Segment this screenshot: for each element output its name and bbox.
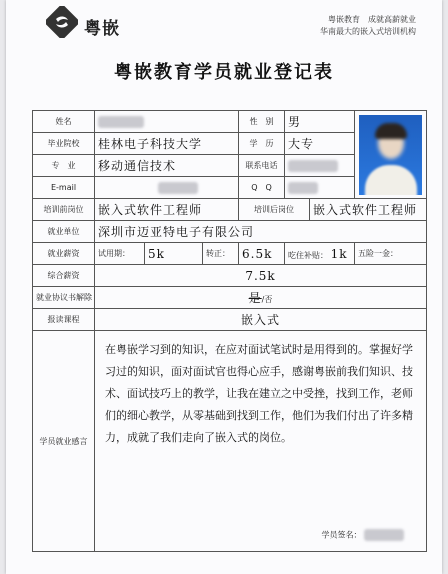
slogan-line2: 华南最大的嵌入式培训机构	[320, 27, 416, 36]
education-label: 学 历	[239, 133, 285, 155]
total-salary-value: 7.5k	[95, 265, 427, 287]
phone-field	[285, 155, 355, 177]
registration-table	[32, 110, 427, 552]
meal-label: 吃住补贴：	[288, 250, 329, 260]
email-field	[95, 177, 239, 199]
photo-cell	[355, 111, 427, 199]
redacted-qq	[288, 182, 318, 194]
redacted-email	[158, 182, 198, 194]
form-title: 粤嵌教育学员就业登记表	[114, 62, 334, 83]
essay-text: 在粤嵌学习到的知识，在应对面试笔试时是用得到的。掌握好学习过的知识，面对面试官也得心应手，感谢粤嵌前我们知识、技术、面试技巧上的教学，让我在建立之中受挫，找到工作，老师们的细心教学，从零基础到找到工作，他们为我们付出了许多精力，成就了我们走向了嵌入式的岗位。	[105, 343, 413, 444]
salary-label: 就业薪资	[33, 243, 95, 265]
name-label: 姓名	[33, 111, 95, 133]
regular-label: 转正：	[203, 243, 239, 265]
qq-field	[285, 177, 355, 199]
signature-area	[322, 529, 405, 541]
signature-label: 学员签名：	[321, 530, 362, 540]
employer-value: 深圳市迈亚特电子有限公司	[95, 221, 427, 243]
pre-position-value: 嵌入式软件工程师	[95, 199, 239, 221]
gender-value: 男	[285, 111, 355, 133]
pre-position-label: 培训前岗位	[33, 199, 95, 221]
brand-name: 粤嵌	[84, 19, 120, 39]
course-label: 报读课程	[33, 309, 95, 331]
email-label: E-mail	[33, 177, 95, 199]
agreement-cell	[95, 287, 427, 309]
yueqian-logo-icon	[46, 6, 78, 38]
essay-cell	[95, 331, 427, 552]
school-value: 桂林电子科技大学	[95, 133, 239, 155]
school-label: 毕业院校	[33, 133, 95, 155]
redacted-phone	[288, 160, 338, 172]
slogan-line1: 粤嵌教育 成就高薪就业	[328, 15, 416, 24]
meal-cell	[285, 243, 355, 265]
probation-value: 5k	[145, 243, 203, 265]
insurance-label: 五险一金：	[355, 243, 427, 265]
course-value: 嵌入式	[95, 309, 427, 331]
major-label: 专 业	[33, 155, 95, 177]
agreement-label: 就业协议书解除	[33, 287, 95, 309]
redacted-signature	[364, 529, 404, 541]
agreement-no: /否	[261, 295, 273, 304]
major-value: 移动通信技术	[95, 155, 239, 177]
meal-value: 1k	[330, 246, 348, 261]
probation-label: 试用期：	[95, 243, 145, 265]
redacted-name	[98, 116, 144, 128]
education-value: 大专	[285, 133, 355, 155]
regular-value: 6.5k	[239, 243, 285, 265]
post-position-value: 嵌入式软件工程师	[310, 199, 427, 221]
post-position-label: 培训后岗位	[239, 199, 310, 221]
essay-label: 学员就业感言	[33, 331, 95, 552]
qq-label: Q Q	[239, 177, 285, 199]
total-salary-label: 综合薪资	[33, 265, 95, 287]
agreement-yes: 是	[248, 291, 262, 305]
student-photo	[359, 115, 422, 195]
employer-label: 就业单位	[33, 221, 95, 243]
registration-form-page	[6, 0, 442, 574]
gender-label: 性 别	[239, 111, 285, 133]
phone-label: 联系电话	[239, 155, 285, 177]
name-field	[95, 111, 239, 133]
